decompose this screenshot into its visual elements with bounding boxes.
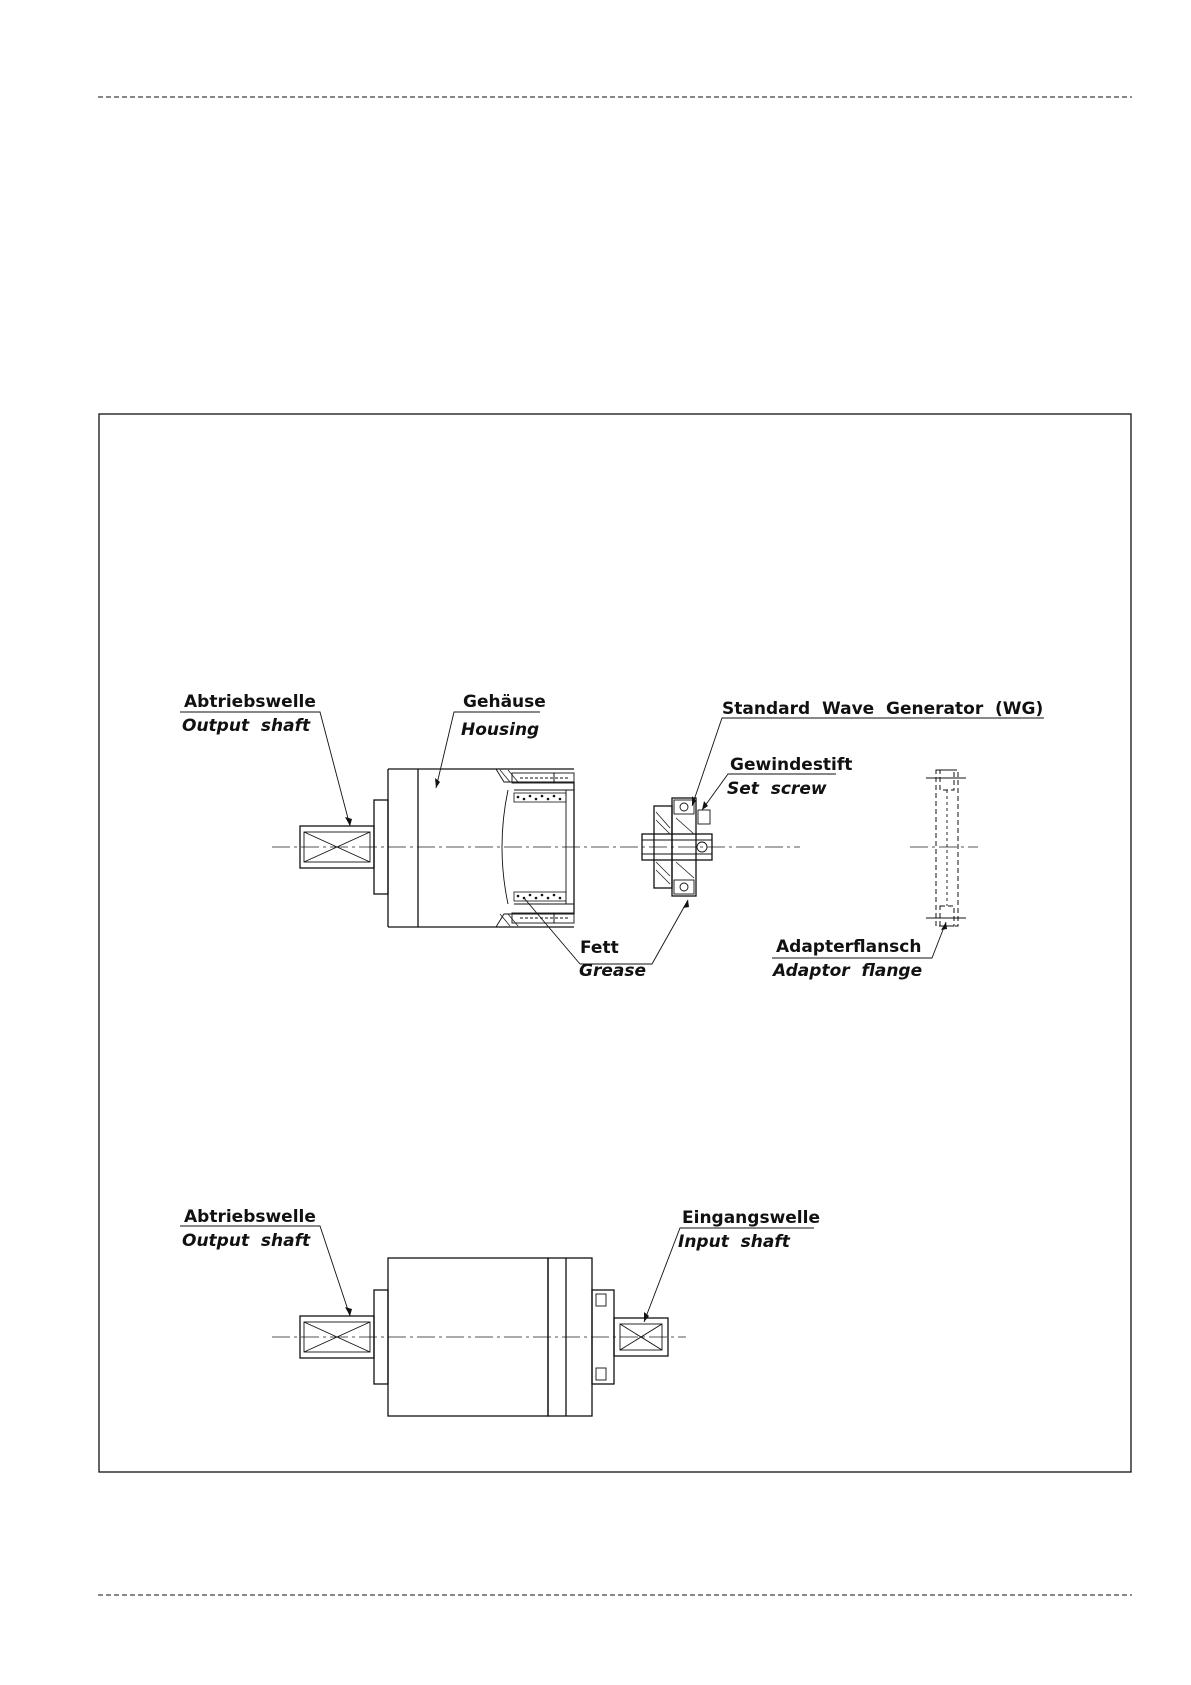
label-output-shaft-de: Abtriebswelle xyxy=(184,692,316,712)
housing-hatching xyxy=(500,770,518,926)
label-housing-de: Gehäuse xyxy=(463,692,546,712)
label-grease-de: Fett xyxy=(580,938,619,958)
label-housing-en: Housing xyxy=(461,720,540,740)
adapter-flange-drawing xyxy=(926,770,966,926)
exploded-view xyxy=(180,692,1044,981)
housing-drawing xyxy=(388,769,574,927)
label-wave-generator: Standard Wave Generator (WG) xyxy=(722,699,1044,719)
label-assembled-output-shaft-de: Abtriebswelle xyxy=(184,1207,316,1227)
label-adapter-flange-de: Adapterflansch xyxy=(776,937,922,957)
label-grease-en: Grease xyxy=(579,961,646,981)
wg-hatching xyxy=(656,812,694,884)
label-set-screw-de: Gewindestift xyxy=(730,755,853,775)
exploded-leaders xyxy=(180,712,1044,964)
label-input-shaft-en: Input shaft xyxy=(678,1232,790,1252)
label-assembled-output-shaft-en: Output shaft xyxy=(182,1231,311,1251)
grease-fill-upper xyxy=(514,793,566,802)
grease-fill-lower xyxy=(514,892,566,901)
assembled-view xyxy=(180,1207,820,1416)
label-input-shaft-de: Eingangswelle xyxy=(682,1208,820,1228)
label-adapter-flange-en: Adaptor flange xyxy=(773,961,923,981)
label-set-screw-en: Set screw xyxy=(727,779,827,799)
label-output-shaft-en: Output shaft xyxy=(182,716,311,736)
